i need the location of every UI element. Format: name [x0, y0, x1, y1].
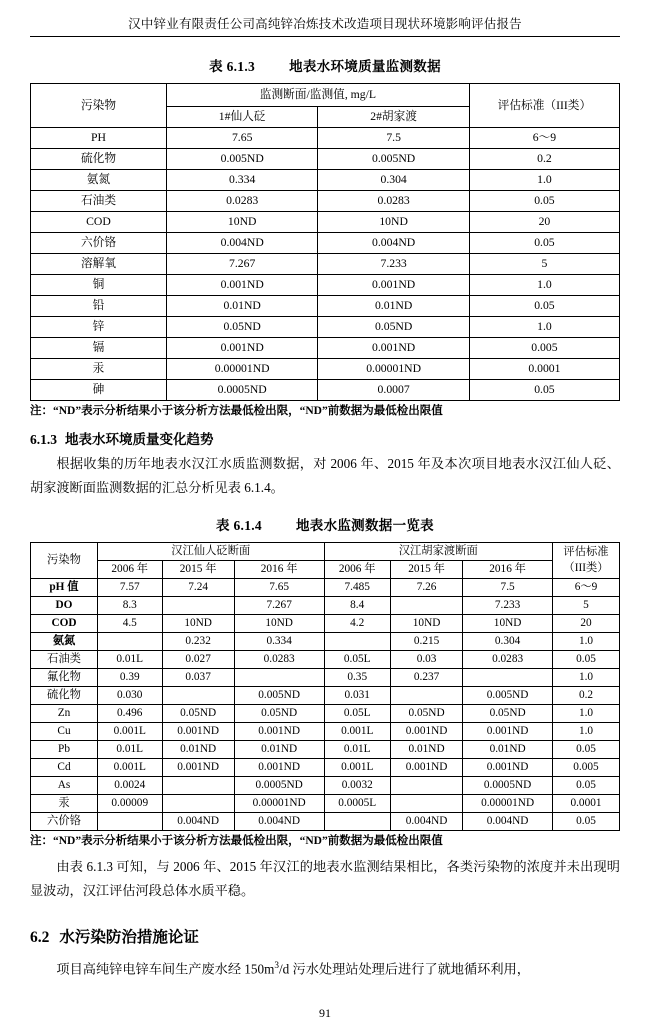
cell-standard: 0.0001 [553, 795, 620, 813]
cell-pollutant: 镉 [31, 338, 167, 359]
cell-value: 0.496 [98, 705, 163, 723]
table2-header-pollutant: 污染物 [31, 543, 98, 579]
cell-pollutant: 溶解氧 [31, 254, 167, 275]
table2-header-group1: 汉江仙人砭断面 [98, 543, 325, 561]
table-row [31, 191, 620, 212]
table2-header-year: 2015 年 [390, 561, 462, 579]
table-row [31, 254, 620, 275]
cell-value [162, 795, 234, 813]
cell-site1: 0.334 [166, 170, 317, 191]
cell-value: 7.267 [234, 597, 324, 615]
paragraph-613: 根据收集的历年地表水汉江水质监测数据，对 2006 年、2015 年及本次项目地表水汉江仙人砭、胡家渡断面监测数据的汇总分析见表 6.1.4。 [30, 456, 620, 496]
cell-site1: 0.01ND [166, 296, 317, 317]
table-row [31, 777, 620, 795]
cell-value: 0.037 [162, 669, 234, 687]
cell-value [390, 597, 462, 615]
surface-water-trend-table [30, 542, 620, 831]
table1-header-pollutant: 污染物 [31, 84, 167, 128]
cell-pollutant: 铅 [31, 296, 167, 317]
table-row [31, 149, 620, 170]
cell-pollutant: 铜 [31, 275, 167, 296]
cell-value: 0.334 [234, 633, 324, 651]
cell-pollutant: As [31, 777, 98, 795]
cell-standard: 1.0 [553, 723, 620, 741]
cell-site2: 0.0283 [318, 191, 469, 212]
table2-note: 注：“ND”表示分析结果小于该分析方法最低检出限，“ND”前数据为最低检出限值 [30, 835, 443, 848]
cell-value [324, 633, 390, 651]
cell-standard: 5 [553, 597, 620, 615]
cell-standard: 0.2 [469, 149, 619, 170]
section-title-62: 水污染防治措施论证 [59, 929, 199, 947]
cell-value: 0.05ND [162, 705, 234, 723]
table2-header-standard [553, 543, 620, 579]
cell-value: 0.0005ND [234, 777, 324, 795]
cell-pollutant: pH 值 [31, 579, 98, 597]
cell-pollutant: Cu [31, 723, 98, 741]
cell-standard: 20 [469, 212, 619, 233]
page-number: 91 [319, 1006, 331, 1020]
cell-value: 0.001ND [390, 759, 462, 777]
cell-site2: 0.004ND [318, 233, 469, 254]
table1-note: 注：“ND”表示分析结果小于该分析方法最低检出限，“ND”前数据为最低检出限值 [30, 405, 443, 417]
cell-site2: 0.05ND [318, 317, 469, 338]
cell-value: 0.01ND [390, 741, 462, 759]
table-row [31, 687, 620, 705]
cell-value [234, 669, 324, 687]
cell-value: 0.004ND [390, 813, 462, 831]
table1-caption-number: 表 6.1.3 [209, 59, 256, 74]
cell-pollutant: PH [31, 128, 167, 149]
cell-value: 0.004ND [463, 813, 553, 831]
table-row [31, 170, 620, 191]
table-header-row [31, 84, 620, 107]
cell-value: 0.005ND [463, 687, 553, 705]
cell-site1: 10ND [166, 212, 317, 233]
cell-standard: 0.05 [469, 233, 619, 254]
table1-header-site1: 1#仙人砭 [166, 107, 317, 128]
cell-value: 4.2 [324, 615, 390, 633]
paragraph-conclusion: 由表 6.1.3 可知，与 2006 年、2015 年汉江的地表水监测结果相比，各类污染物的浓度并未出现明显波动，汉江评估河段总体水质平稳。 [30, 859, 620, 899]
cell-value: 0.39 [98, 669, 163, 687]
cell-value: 10ND [390, 615, 462, 633]
cell-standard: 0.0001 [469, 359, 619, 380]
cell-site2: 0.01ND [318, 296, 469, 317]
cell-value: 0.0005L [324, 795, 390, 813]
cell-site2: 7.233 [318, 254, 469, 275]
section-heading-613 [30, 428, 620, 448]
cell-value: 0.03 [390, 651, 462, 669]
cell-standard: 0.05 [553, 651, 620, 669]
cell-standard: 0.05 [553, 777, 620, 795]
cell-standard: 20 [553, 615, 620, 633]
cell-standard: 6～9 [553, 579, 620, 597]
cell-value: 4.5 [98, 615, 163, 633]
cell-value: 0.001L [98, 759, 163, 777]
cell-pollutant: 砷 [31, 380, 167, 401]
cell-pollutant: 硫化物 [31, 149, 167, 170]
cell-value: 0.004ND [234, 813, 324, 831]
cell-site1: 0.004ND [166, 233, 317, 254]
cell-value: 0.232 [162, 633, 234, 651]
cell-site1: 0.005ND [166, 149, 317, 170]
cell-value: 0.01L [98, 651, 163, 669]
table2-header-year: 2006 年 [324, 561, 390, 579]
cell-pollutant: 锌 [31, 317, 167, 338]
cell-standard: 1.0 [469, 170, 619, 191]
cell-value: 0.0005ND [463, 777, 553, 795]
table-row [31, 233, 620, 254]
paragraph-62-superscript: 3 [274, 960, 279, 971]
table1-header-standard: 评估标准（III类） [469, 84, 619, 128]
cell-value [162, 687, 234, 705]
table-row [31, 615, 620, 633]
section-title-613: 地表水环境质量变化趋势 [65, 432, 214, 448]
cell-value: 0.001ND [463, 759, 553, 777]
cell-value: 0.304 [463, 633, 553, 651]
paragraph-62-post: /d 污水处理站处理后进行了就地循环利用， [278, 961, 530, 977]
cell-value [463, 669, 553, 687]
table-row [31, 669, 620, 687]
cell-standard: 0.05 [469, 191, 619, 212]
cell-value: 0.0283 [463, 651, 553, 669]
surface-water-monitoring-table [30, 83, 620, 401]
cell-value: 7.5 [463, 579, 553, 597]
cell-pollutant: 氟化物 [31, 669, 98, 687]
cell-value: 0.01ND [234, 741, 324, 759]
table-row [31, 741, 620, 759]
table-row [31, 651, 620, 669]
table-row [31, 338, 620, 359]
cell-standard: 6～9 [469, 128, 619, 149]
cell-value: 0.001ND [162, 723, 234, 741]
table-row [31, 359, 620, 380]
table-row [31, 723, 620, 741]
table-row [31, 275, 620, 296]
cell-pollutant: Pb [31, 741, 98, 759]
table-row [31, 597, 620, 615]
table-header-row [31, 561, 620, 579]
table1-header-site2: 2#胡家渡 [318, 107, 469, 128]
section-number-62: 6.2 [30, 929, 50, 947]
paragraph-62-pre: 项目高纯锌电锌车间生产废水经 150m [56, 961, 275, 977]
cell-value: 10ND [463, 615, 553, 633]
cell-value: 0.001L [98, 723, 163, 741]
cell-standard: 0.005 [469, 338, 619, 359]
cell-value: 0.001L [324, 723, 390, 741]
cell-value: 0.0283 [234, 651, 324, 669]
cell-pollutant: 汞 [31, 795, 98, 813]
cell-pollutant: 硫化物 [31, 687, 98, 705]
cell-value: 0.0032 [324, 777, 390, 795]
cell-site1: 0.00001ND [166, 359, 317, 380]
cell-value: 0.001ND [234, 759, 324, 777]
cell-site2: 7.5 [318, 128, 469, 149]
cell-standard: 0.05 [469, 296, 619, 317]
cell-standard: 0.2 [553, 687, 620, 705]
cell-value: 0.00001ND [463, 795, 553, 813]
table-row [31, 759, 620, 777]
running-header: 汉中锌业有限责任公司高纯锌冶炼技术改造项目现状环境影响评估报告 [30, 14, 620, 37]
table2-header-year: 2016 年 [463, 561, 553, 579]
cell-value: 8.3 [98, 597, 163, 615]
table2-header-standard-line1: 评估标准 [563, 546, 609, 559]
table2-caption [30, 514, 620, 534]
table-row [31, 380, 620, 401]
cell-pollutant: 六价铬 [31, 813, 98, 831]
cell-value: 10ND [162, 615, 234, 633]
cell-value: 0.01L [324, 741, 390, 759]
cell-value [98, 813, 163, 831]
cell-value: 0.001ND [162, 759, 234, 777]
cell-value: 0.030 [98, 687, 163, 705]
cell-site2: 0.005ND [318, 149, 469, 170]
cell-standard: 0.05 [553, 741, 620, 759]
cell-value: 0.027 [162, 651, 234, 669]
cell-value: 8.4 [324, 597, 390, 615]
cell-value: 0.031 [324, 687, 390, 705]
cell-site1: 0.0005ND [166, 380, 317, 401]
cell-site2: 0.0007 [318, 380, 469, 401]
table1-caption-title: 地表水环境质量监测数据 [289, 59, 441, 74]
cell-value: 0.35 [324, 669, 390, 687]
cell-standard: 1.0 [553, 705, 620, 723]
cell-site1: 7.267 [166, 254, 317, 275]
cell-site1: 0.001ND [166, 275, 317, 296]
cell-value: 0.05ND [234, 705, 324, 723]
cell-pollutant: 氨氮 [31, 633, 98, 651]
cell-pollutant: 汞 [31, 359, 167, 380]
cell-value: 0.005ND [234, 687, 324, 705]
paragraph-62 [30, 957, 620, 981]
cell-site1: 0.0283 [166, 191, 317, 212]
cell-value: 7.26 [390, 579, 462, 597]
table-row [31, 212, 620, 233]
cell-site2: 10ND [318, 212, 469, 233]
cell-value: 0.01L [98, 741, 163, 759]
cell-value: 0.215 [390, 633, 462, 651]
cell-value: 0.001L [324, 759, 390, 777]
cell-value: 0.237 [390, 669, 462, 687]
cell-value: 0.001ND [234, 723, 324, 741]
cell-standard: 1.0 [469, 275, 619, 296]
table-row [31, 813, 620, 831]
cell-standard: 1.0 [553, 669, 620, 687]
cell-value: 0.001ND [463, 723, 553, 741]
cell-value: 0.004ND [162, 813, 234, 831]
cell-value [390, 777, 462, 795]
cell-value: 0.05L [324, 651, 390, 669]
cell-value [390, 795, 462, 813]
table-row [31, 317, 620, 338]
table2-caption-title: 地表水监测数据一览表 [295, 518, 434, 534]
cell-standard: 0.05 [553, 813, 620, 831]
cell-pollutant: COD [31, 615, 98, 633]
cell-site2: 0.001ND [318, 338, 469, 359]
table2-header-year: 2006 年 [98, 561, 163, 579]
cell-pollutant: 六价铬 [31, 233, 167, 254]
cell-site1: 0.05ND [166, 317, 317, 338]
cell-pollutant: Cd [31, 759, 98, 777]
table-row [31, 633, 620, 651]
cell-value: 10ND [234, 615, 324, 633]
cell-standard: 0.05 [469, 380, 619, 401]
cell-site1: 7.65 [166, 128, 317, 149]
table1-header-section-group: 监测断面/监测值, mg/L [166, 84, 469, 107]
cell-pollutant: 石油类 [31, 651, 98, 669]
cell-pollutant: DO [31, 597, 98, 615]
cell-value [98, 633, 163, 651]
cell-value: 0.05ND [463, 705, 553, 723]
cell-pollutant: 石油类 [31, 191, 167, 212]
table1-caption [30, 55, 620, 75]
cell-standard: 5 [469, 254, 619, 275]
table-row [31, 705, 620, 723]
cell-standard: 1.0 [469, 317, 619, 338]
cell-pollutant: 氨氮 [31, 170, 167, 191]
cell-value: 0.00001ND [234, 795, 324, 813]
cell-value [390, 687, 462, 705]
section-heading-62 [30, 925, 620, 947]
table2-header-year: 2015 年 [162, 561, 234, 579]
cell-site1: 0.001ND [166, 338, 317, 359]
cell-pollutant: Zn [31, 705, 98, 723]
table-row [31, 795, 620, 813]
table2-header-group2: 汉江胡家渡断面 [324, 543, 552, 561]
table-row [31, 296, 620, 317]
table2-header-year: 2016 年 [234, 561, 324, 579]
cell-value: 0.001ND [390, 723, 462, 741]
table-row [31, 579, 620, 597]
cell-value: 7.233 [463, 597, 553, 615]
cell-value: 0.05L [324, 705, 390, 723]
table2-header-standard-line2: （III类） [563, 561, 609, 574]
cell-standard: 1.0 [553, 633, 620, 651]
cell-value [324, 813, 390, 831]
cell-value: 0.01ND [463, 741, 553, 759]
cell-value: 0.00009 [98, 795, 163, 813]
cell-value: 7.24 [162, 579, 234, 597]
table-header-row [31, 543, 620, 561]
cell-value: 0.0024 [98, 777, 163, 795]
cell-value: 7.485 [324, 579, 390, 597]
cell-value: 0.05ND [390, 705, 462, 723]
table-row [31, 128, 620, 149]
cell-pollutant: COD [31, 212, 167, 233]
section-number-613: 6.1.3 [30, 432, 57, 448]
cell-value [162, 777, 234, 795]
cell-site2: 0.001ND [318, 275, 469, 296]
cell-site2: 0.304 [318, 170, 469, 191]
cell-value [162, 597, 234, 615]
cell-value: 7.65 [234, 579, 324, 597]
cell-standard: 0.005 [553, 759, 620, 777]
cell-value: 7.57 [98, 579, 163, 597]
cell-site2: 0.00001ND [318, 359, 469, 380]
cell-value: 0.01ND [162, 741, 234, 759]
table2-caption-number: 表 6.1.4 [216, 518, 262, 534]
